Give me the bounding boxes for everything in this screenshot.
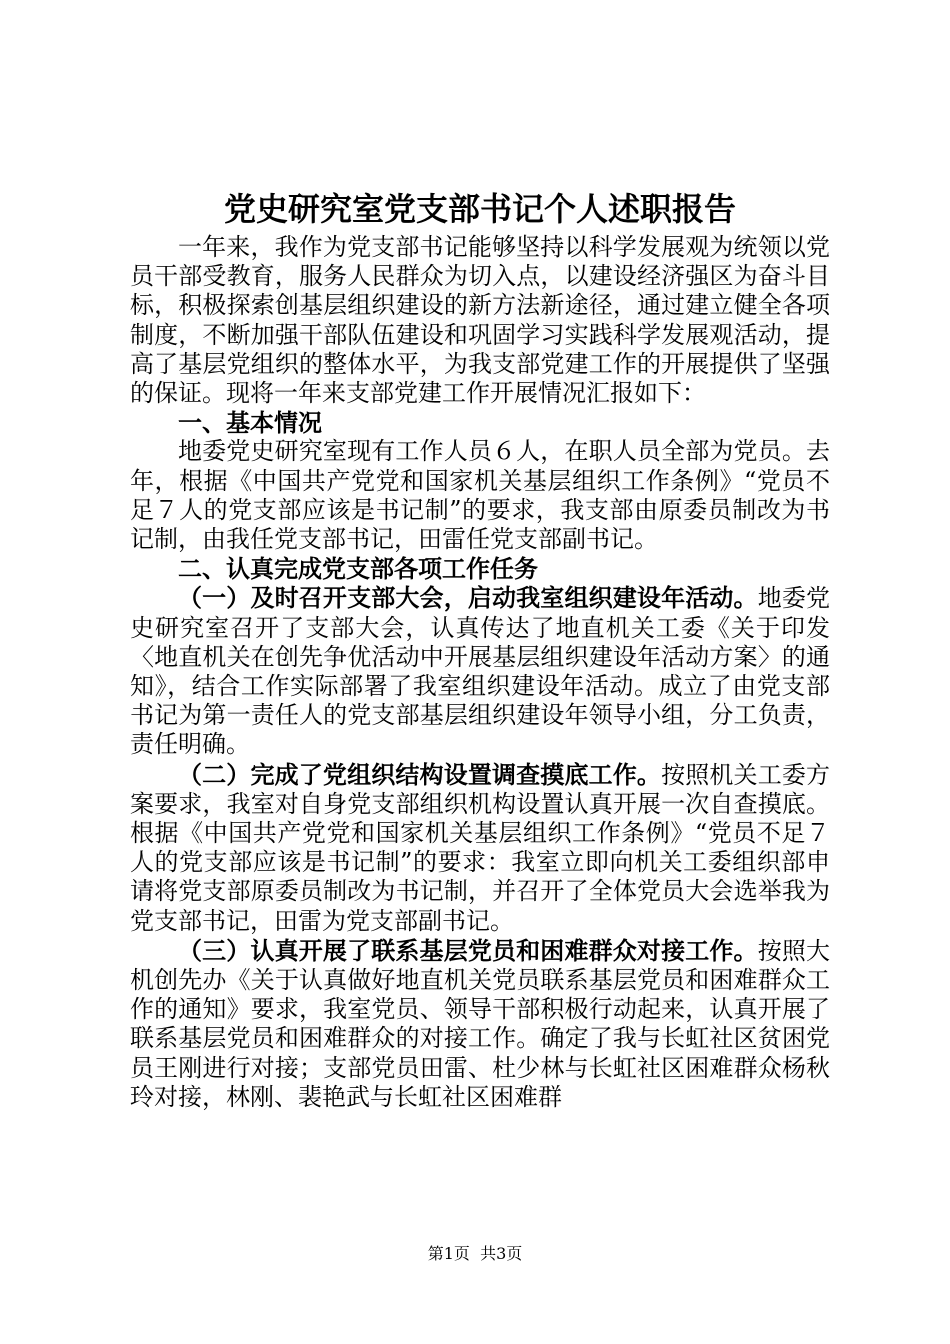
- item-3-lead: （三）认真开展了联系基层党员和困难群众对接工作。: [178, 935, 758, 965]
- section-2-heading: 二、认真完成党支部各项工作任务: [178, 554, 538, 584]
- section-2-item-3: [130, 936, 830, 1112]
- item-3-body: 按照大机创先办《关于认真做好地直机关党员联系基层党员和困难群众工作的通知》要求，我室党员、领导干部积极行动起来，认真开展了联系基层党员和困难群众的对接工作。确定了我与长虹社区贫困党员王刚进行对接；支部党员田雷、杜少林与长虹社区困难群众杨秋玲对接，林刚、裴艳武与长虹社区困难群: [130, 936, 831, 1111]
- document-page: [130, 185, 830, 1112]
- section-1-heading: 一、基本情况: [178, 408, 322, 438]
- item-1-body: 地委党史研究室召开了支部大会，认真传达了地直机关工委《关于印发〈地直机关在创先争优活动中开展基层组织建设年活动方案〉的通知》，结合工作实际部署了我室组织建设年活动。成立了由党支部书记为第一责任人的党支部基层组织建设年领导小组，分工负责，责任明确。: [130, 584, 831, 759]
- page-footer: [0, 1244, 950, 1264]
- page-number: 第1页: [427, 1244, 470, 1263]
- section-2-item-2: [130, 760, 830, 936]
- document-title: 党史研究室党支部书记个人述职报告: [223, 190, 736, 228]
- item-2-body: 按照机关工委方案要求，我室对自身党支部组织机构设置认真开展一次自查摸底。根据《中国共产党党和国家机关基层组织工作条例》“党员不足７人的党支部应该是书记制”的要求：我室立即向机关工委组织部申请将党支部原委员制改为书记制，并召开了全体党员大会选举我为党支部书记，田雷为党支部副书记。: [130, 760, 831, 935]
- section-1-body: 地委党史研究室现有工作人员６人，在职人员全部为党员。去年，根据《中国共产党党和国家机关基层组织工作条例》“党员不足７人的党支部应该是书记制”的要求，我支部由原委员制改为书记制，由我任党支部书记，田雷任党支部副书记。: [130, 437, 830, 554]
- intro-paragraph: 一年来，我作为党支部书记能够坚持以科学发展观为统领以党员干部受教育，服务人民群众为切入点，以建设经济强区为奋斗目标，积极探索创基层组织建设的新方法新途径，通过建立健全各项制度，不断加强干部队伍建设和巩固学习实践科学发展观活动，提高了基层党组织的整体水平，为我支部党建工作的开展提供了坚强的保证。现将一年来支部党建工作开展情况汇报如下：: [130, 233, 830, 408]
- item-2-lead: （二）完成了党组织结构设置调查摸底工作。: [178, 759, 662, 789]
- item-1-lead: （一）及时召开支部大会，启动我室组织建设年活动。: [178, 583, 758, 613]
- section-2-item-1: [130, 583, 830, 759]
- page-total: 共3页: [480, 1244, 523, 1263]
